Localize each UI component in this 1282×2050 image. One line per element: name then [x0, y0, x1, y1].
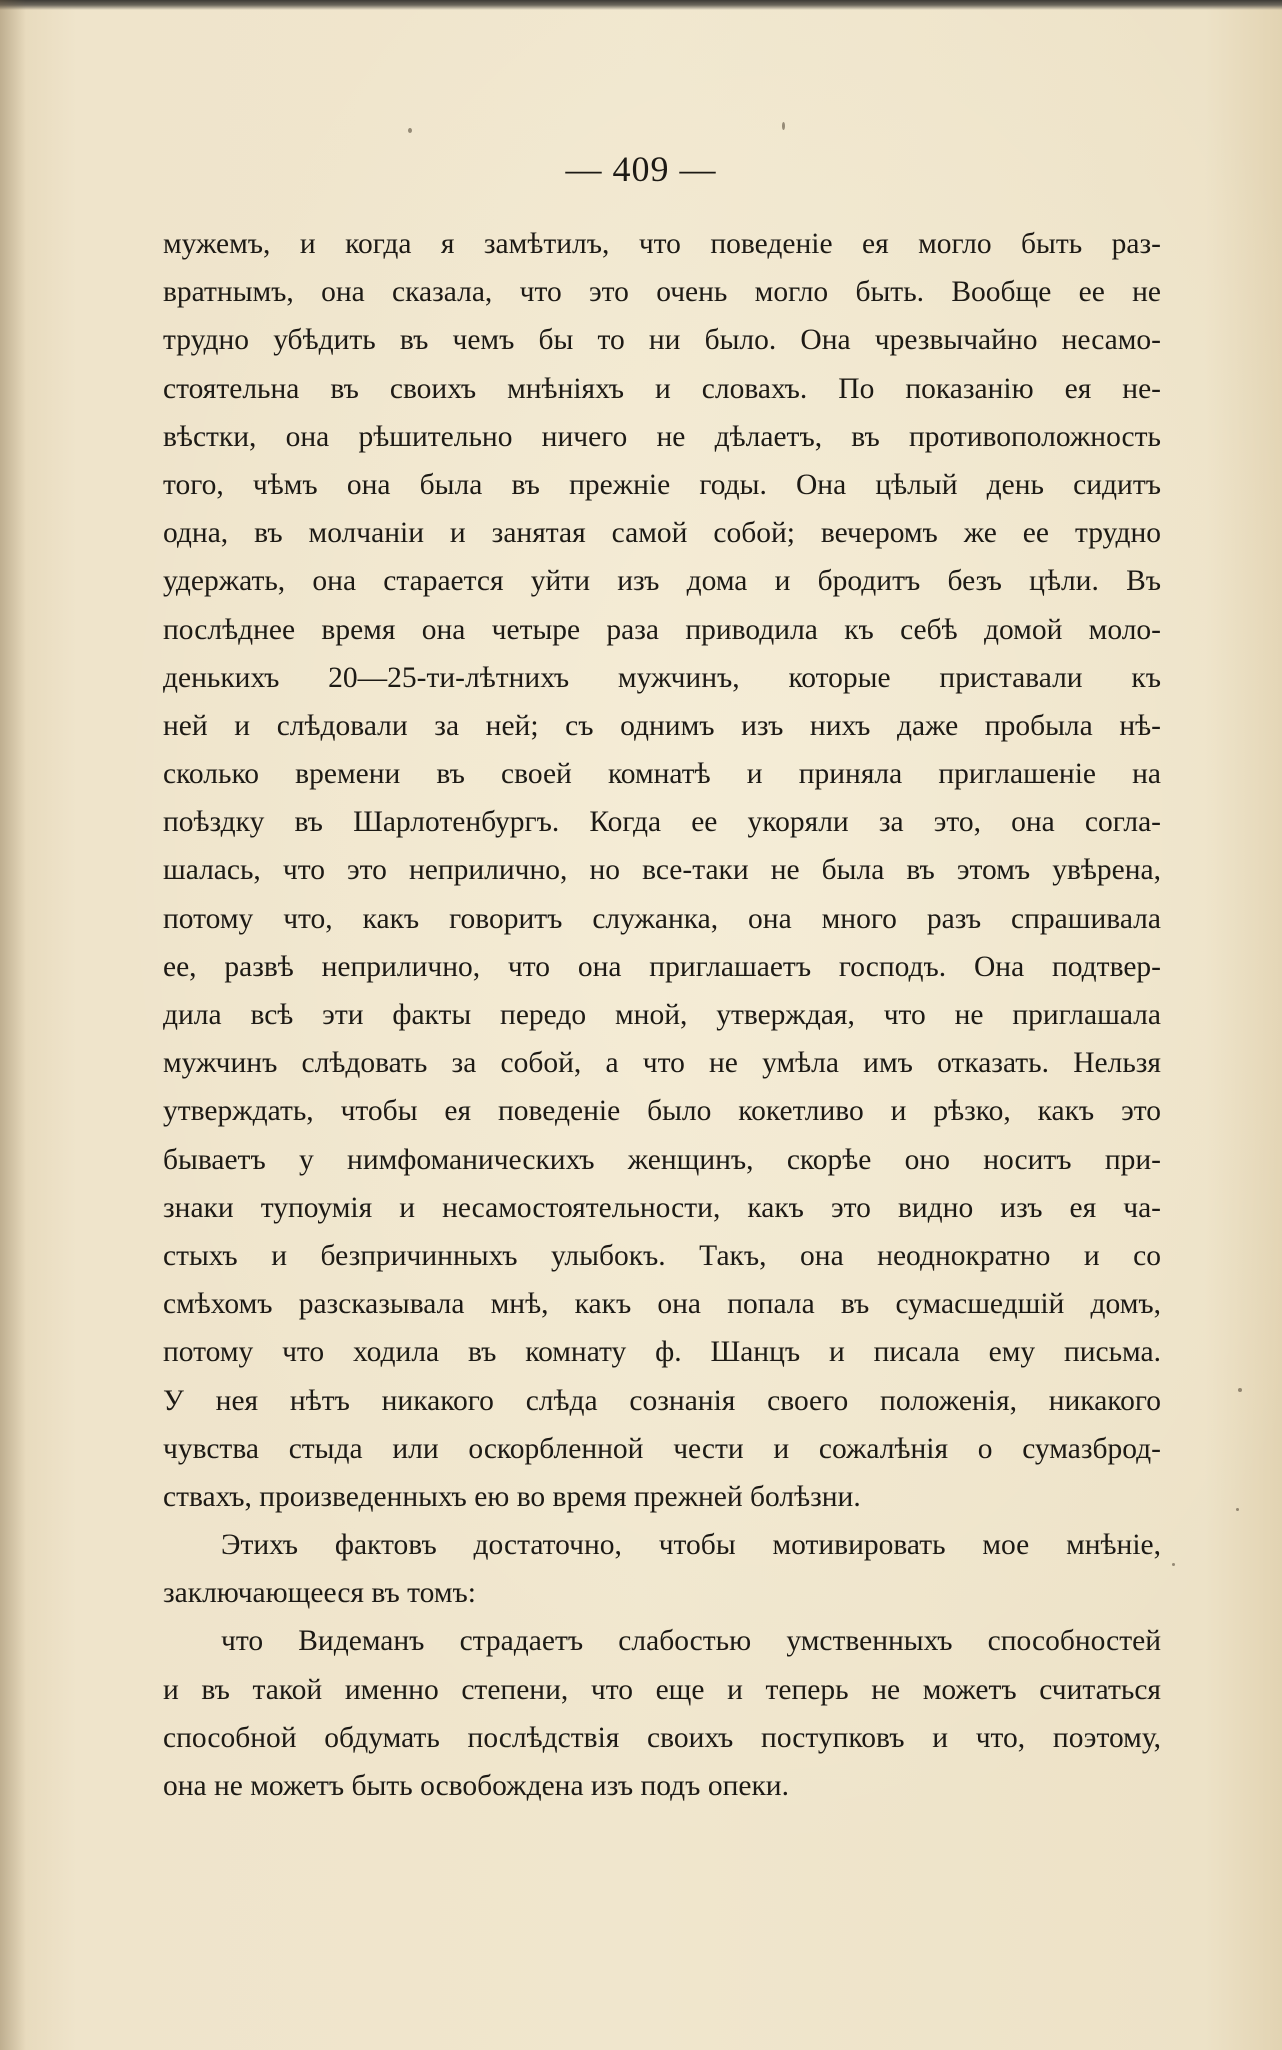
text-line: денькихъ 20—25-ти-лѣтнихъ мужчинъ, которые приставали къ — [163, 661, 1161, 694]
text-line: потому что, какъ говоритъ служанка, она много разъ спрашивала — [163, 902, 1161, 935]
text-line: потому что ходила въ комнату ф. Шанцъ и писала ему письма. — [163, 1336, 1161, 1369]
text-line: того, чѣмъ она была въ прежніе годы. Она цѣлый день сидитъ — [163, 468, 1161, 501]
text-line: Этихъ фактовъ достаточно, чтобы мотивировать мое мнѣніе, — [221, 1529, 1161, 1562]
text-line: стоятельна въ своихъ мнѣніяхъ и словахъ. По показанію ея не- — [163, 372, 1161, 405]
text-line: заключающееся въ томъ: — [163, 1577, 476, 1610]
text-line: она не можетъ быть освобождена изъ подъ опеки. — [163, 1770, 789, 1802]
text-line: бываетъ у нимфоманическихъ женщинъ, скорѣе оно носитъ при- — [163, 1143, 1161, 1176]
text-line: способной обдумать послѣдствія своихъ поступковъ и что, поэтому, — [163, 1721, 1161, 1754]
text-line: чувства стыда или оскорбленной чести и сожалѣнія о сумазброд- — [163, 1432, 1161, 1465]
text-line: шалась, что это неприлично, но все-таки не была въ этомъ увѣрена, — [163, 854, 1161, 887]
text-line: что Видеманъ страдаетъ слабостью умственныхъ способностей — [221, 1625, 1161, 1658]
paper-speck — [1238, 1388, 1242, 1392]
text-line: и въ такой именно степени, что еще и теперь не можетъ считаться — [163, 1673, 1161, 1706]
text-line: стыхъ и безпричинныхъ улыбокъ. Такъ, она неоднократно и со — [163, 1239, 1161, 1272]
text-line: удержать, она старается уйти изъ дома и бродитъ безъ цѣли. Въ — [163, 565, 1161, 598]
text-line: мужемъ, и когда я замѣтилъ, что поведеніе ея могло быть раз- — [163, 228, 1161, 260]
text-line: ней и слѣдовали за ней; съ однимъ изъ нихъ даже пробыла нѣ- — [163, 709, 1161, 742]
text-line: сколько времени въ своей комнатѣ и приняла приглашеніе на — [163, 758, 1161, 791]
text-line: послѣднее время она четыре раза приводила къ себѣ домой моло- — [163, 613, 1161, 646]
text-line: ее, развѣ неприлично, что она приглашаетъ господъ. Она подтвер- — [163, 950, 1161, 983]
text-line: мужчинъ слѣдовать за собой, а что не умѣла имъ отказать. Нельзя — [163, 1047, 1161, 1080]
text-line: трудно убѣдить въ чемъ бы то ни было. Она чрезвычайно несамо- — [163, 324, 1161, 357]
spine-shadow — [0, 0, 26, 2050]
text-line: ствахъ, произведенныхъ ею во время прежней болѣзни. — [163, 1480, 861, 1513]
body-text — [163, 220, 1161, 1810]
scan-top-edge — [0, 0, 1282, 10]
text-line: дила всѣ эти факты передо мной, утверждая, что не приглашала — [163, 999, 1161, 1031]
paper-speck — [1172, 1563, 1175, 1566]
text-line: утверждать, чтобы ея поведеніе было кокетливо и рѣзко, какъ это — [163, 1095, 1161, 1128]
text-line: поѣздку въ Шарлотенбургъ. Когда ее укоряли за это, она согла- — [163, 806, 1161, 839]
text-line: вратнымъ, она сказала, что это очень могло быть. Вообще ее не — [163, 276, 1161, 309]
text-line: У нея нѣтъ никакого слѣда сознанія своего положенія, никакого — [163, 1384, 1161, 1417]
text-line: вѣстки, она рѣшительно ничего не дѣлаетъ, въ противоположность — [163, 420, 1161, 453]
paper-speck — [408, 128, 412, 133]
text-line: знаки тупоумія и несамостоятельности, какъ это видно изъ ея ча- — [163, 1191, 1161, 1224]
text-line: смѣхомъ разсказывала мнѣ, какъ она попала въ сумасшедшій домъ, — [163, 1288, 1161, 1321]
paper-speck — [782, 122, 785, 130]
paper-speck — [1236, 1508, 1239, 1511]
page-number: — 409 — — [565, 149, 717, 189]
text-line: одна, въ молчаніи и занятая самой собой; вечеромъ же ее трудно — [163, 517, 1161, 550]
